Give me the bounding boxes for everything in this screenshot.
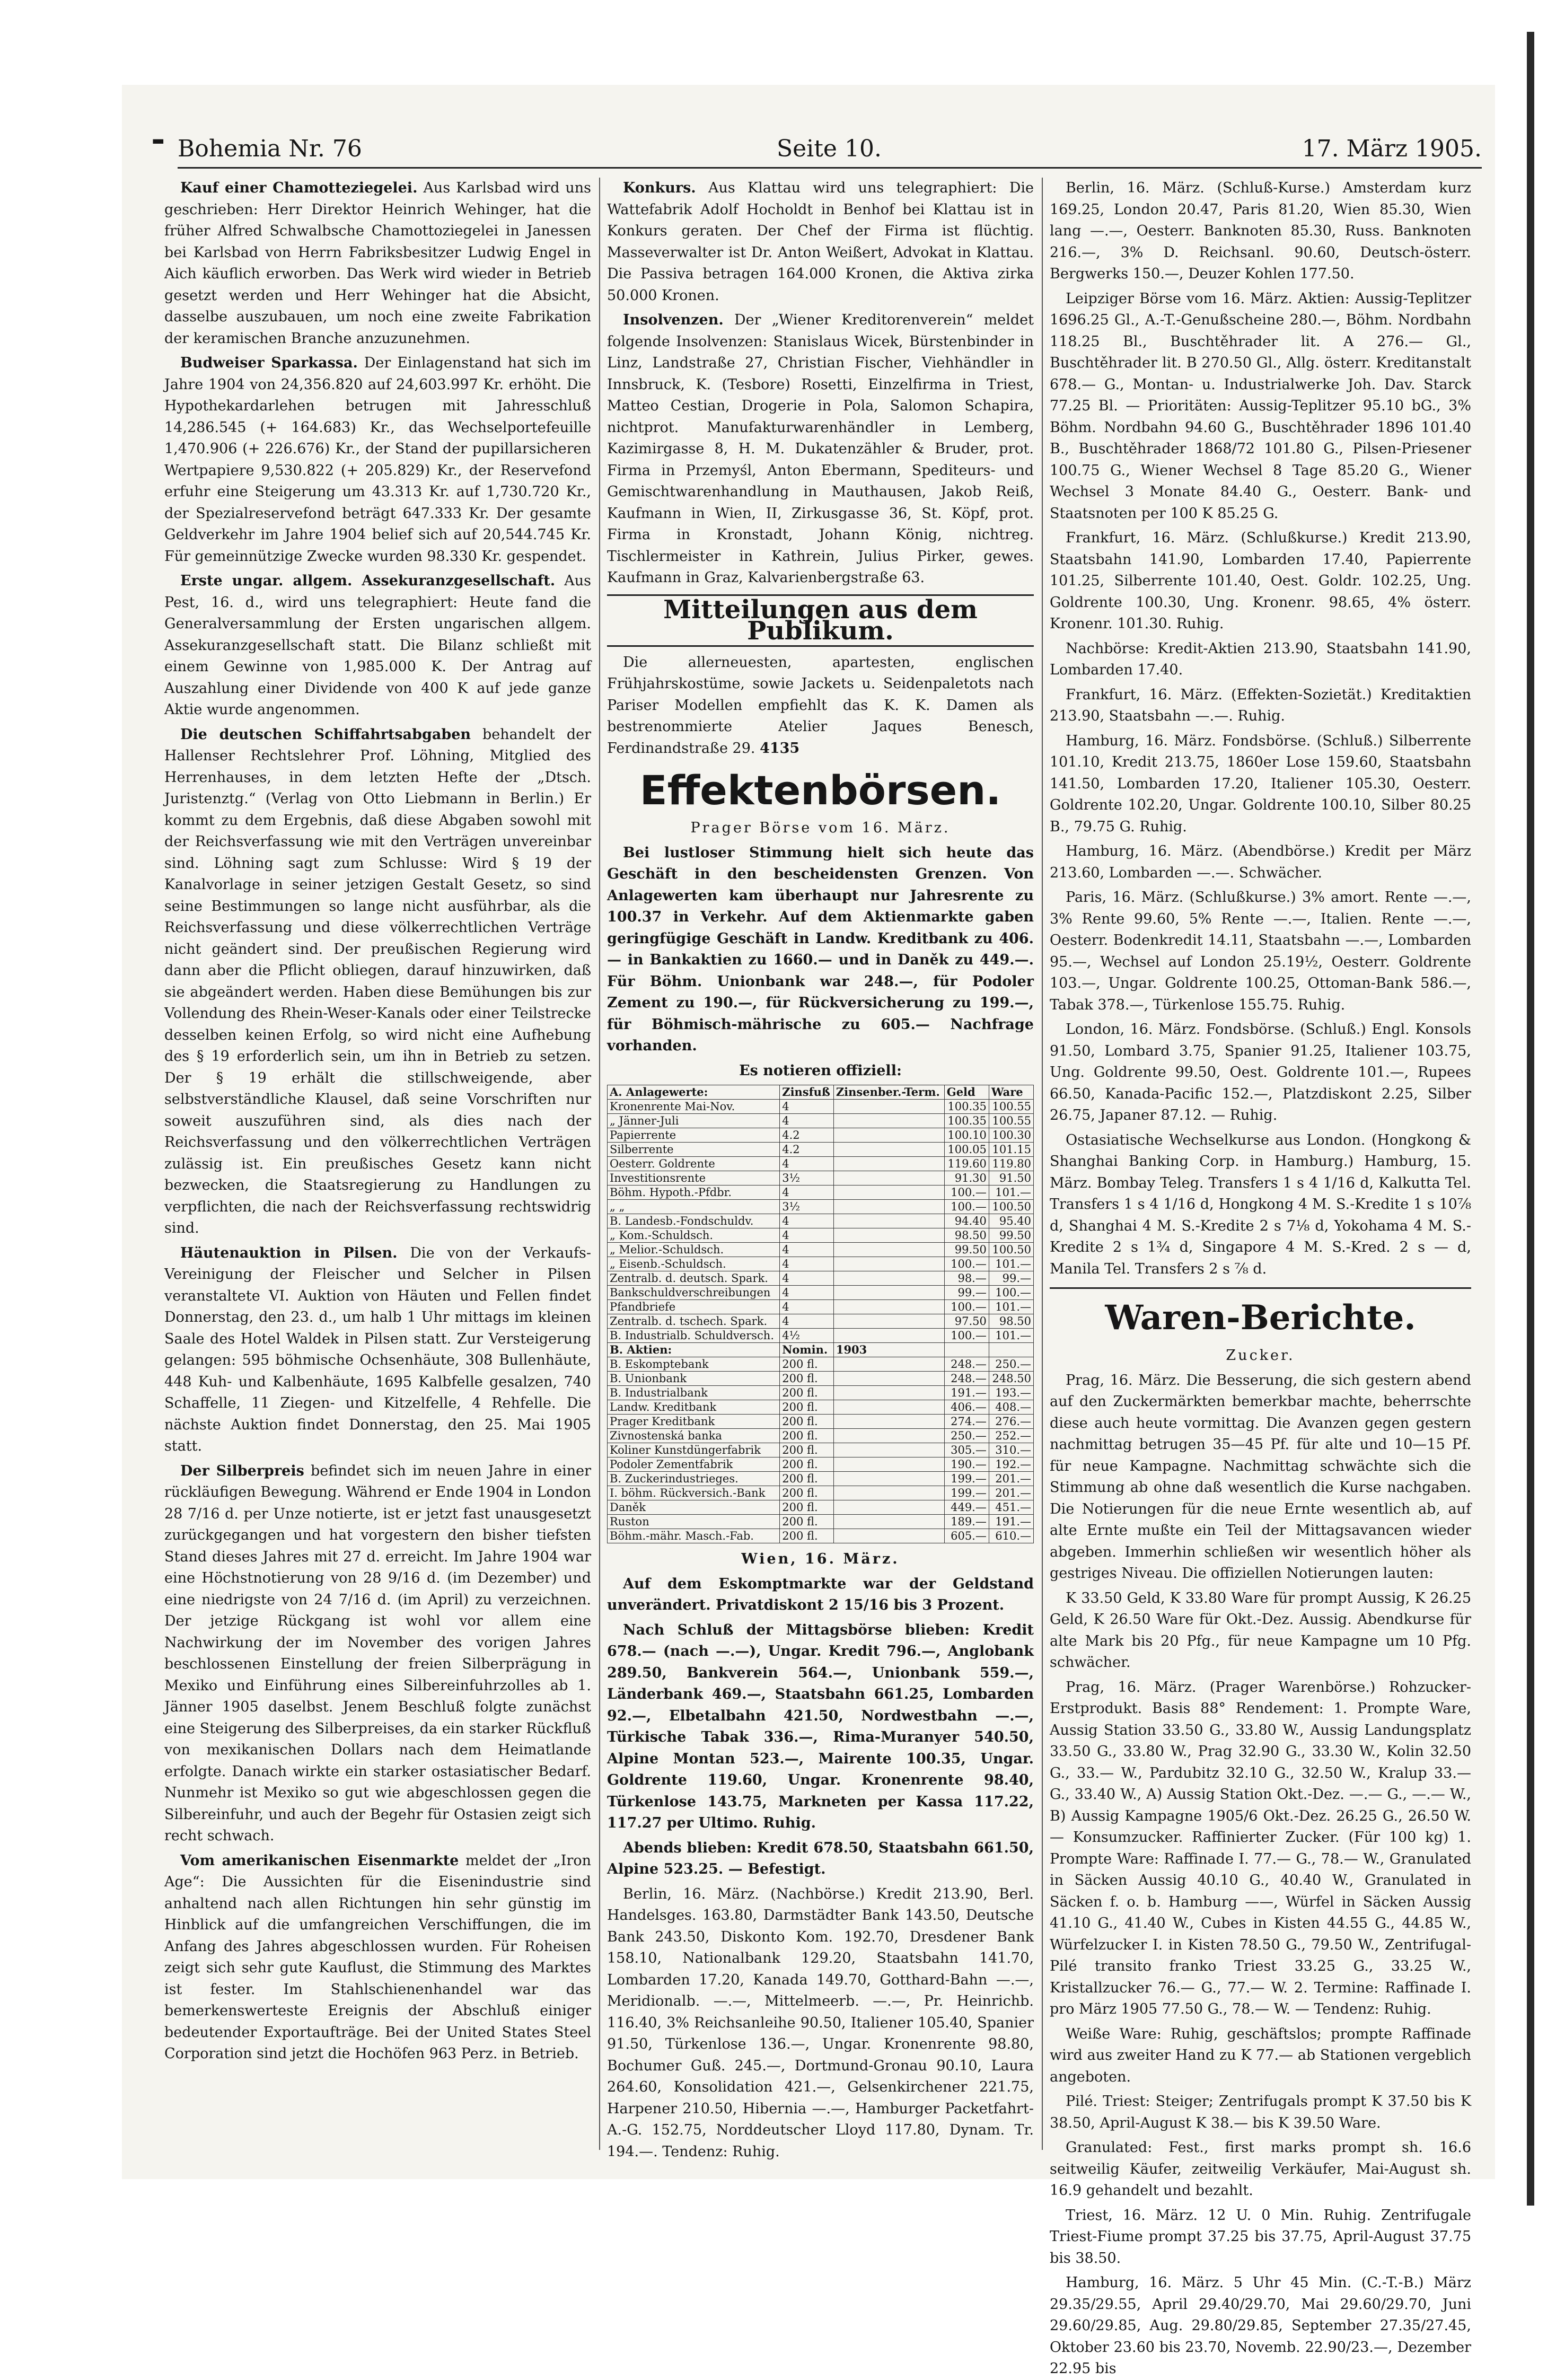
- table-cell: 100.50: [989, 1243, 1033, 1257]
- header-center: Seite 10.: [777, 135, 882, 162]
- header-left: Bohemia Nr. 76: [178, 135, 362, 162]
- table-cell: 119.80: [989, 1157, 1033, 1171]
- table-row: [608, 1314, 1034, 1329]
- table-cell: 98.—: [944, 1271, 989, 1286]
- table-cell: [833, 1429, 944, 1443]
- table-cell: 3½: [780, 1200, 834, 1214]
- table-cell: Böhm. Hypoth.-Pfdbr.: [608, 1185, 780, 1200]
- section-title: Waren-Berichte.: [1050, 1287, 1471, 1342]
- article: Erste ungar. allgem. Assekuranzgesellschaft. Aus Pest, 16. d., wird uns telegraphiert: Heute fand die Generalversammlung der Ersten ungarischen allgem. Assekuranzgesellschaft statt. Die Bilanz schließt mit einem Gewinne von 1,985.000 K. Der Antrag auf Auszahlung einer Dividende von 400 K auf jede ganze Aktie wurde angenommen.: [164, 573, 592, 718]
- table-cell: B. Industrialb. Schuldversch.: [608, 1329, 780, 1343]
- table-cell: [833, 1529, 944, 1543]
- article: Pilé. Triest: Steiger; Zentrifugals prompt K 37.50 bis K 38.50, April-August K 38.— bis K 39.50 Ware.: [1050, 2093, 1471, 2131]
- table-row: [608, 1386, 1034, 1400]
- table-cell: Podoler Zementfabrik: [608, 1457, 780, 1472]
- quote-table: [607, 1085, 1034, 1543]
- table-cell: 4½: [780, 1329, 834, 1343]
- table-cell: [833, 1243, 944, 1257]
- table-row: [608, 1128, 1034, 1143]
- subsection-title: Zucker.: [1226, 1347, 1295, 1364]
- table-cell: [833, 1300, 944, 1314]
- table-cell: Kronenrente Mai-Nov.: [608, 1100, 780, 1114]
- table-cell: 4: [780, 1185, 834, 1200]
- article: Ostasiatische Wechselkurse aus London. (Hongkong & Shanghai Banking Corp. in Hamburg.) Hamburg, 15. März. Bombay Teleg. Transfers 1 s 4 1/16 d, Kalkutta Tel. Transfers 1 s 4 1/16 d, Hongkong 4 M. S.-Kredite 1 s 10⅞ d, Shanghai 4 M. S.-Kredite 2 s 7⅛ d, Yokohama 4 M. S.-Kredite 2 s 1¾ d, Singapore 4 M. S.-Kred. 2 s — d, Manila Tel. Transfers 2 s ⅞ d.: [1050, 1131, 1471, 1277]
- table-row: [608, 1472, 1034, 1486]
- table-row: [608, 1171, 1034, 1185]
- table-cell: [833, 1400, 944, 1415]
- table-cell: [833, 1214, 944, 1228]
- table-cell: 100.55: [989, 1114, 1033, 1128]
- table-cell: B. Landesb.-Fondschuldv.: [608, 1214, 780, 1228]
- table-header: A. Anlagewerte: Zinsfuß Zinsenber.-Term. Geld Ware: [608, 1085, 1034, 1100]
- table-cell: 4: [780, 1157, 834, 1171]
- table-cell: Zivnostenská banka: [608, 1429, 780, 1443]
- table-row: [608, 1257, 1034, 1271]
- article: Hamburg, 16. März. (Abendbörse.) Kredit per März 213.60, Lombarden —.—. Schwächer.: [1050, 843, 1471, 881]
- table-cell: 4: [780, 1257, 834, 1271]
- table-cell: Zentralb. d. deutsch. Spark.: [608, 1271, 780, 1286]
- table-row: [608, 1286, 1034, 1300]
- table-cell: Zentralb. d. tschech. Spark.: [608, 1314, 780, 1329]
- table-cell: 101.—: [989, 1329, 1033, 1343]
- table-cell: 248.—: [944, 1372, 989, 1386]
- table-cell: B. Zuckerindustrieges.: [608, 1472, 780, 1486]
- table-cell: 4: [780, 1228, 834, 1243]
- table-cell: 100.30: [989, 1128, 1033, 1143]
- table-cell: 191.—: [944, 1386, 989, 1400]
- table-cell: [833, 1100, 944, 1114]
- table-cell: 250.—: [989, 1357, 1033, 1372]
- table-cell: „ Jänner-Juli: [608, 1114, 780, 1128]
- table-intro: Es notieren offiziell:: [739, 1062, 902, 1079]
- table-cell: 99.—: [989, 1271, 1033, 1286]
- table-cell: 406.—: [944, 1400, 989, 1415]
- table-row: [608, 1200, 1034, 1214]
- article: Der Silberpreis befindet sich im neuen Jahre in einer rückläufigen Bewegung. Während er Ende 1904 in London 28 7/16 d. per Unze notierte, ist er jetzt fast unausgesetzt zurückgegangen und hat vorgestern den bisher tiefsten Stand dieses Jahres mit 27 d. erreicht. Im Jahre 1904 war eine Höchstnotierung von 28 9/16 d. (im Dezember) und eine niedrigste von 24 7/16 d. (im April) zu verzeichnen. Der jetzige Rückgang ist wohl vor allem eine Nachwirkung der im November des vorigen Jahres beschlossenen Einstellung der freien Silberprägung in Mexiko und Einführung eines Silbereinfuhrzolles ab 1. Jänner 1905 daselbst. Jenem Beschluß folgte zunächst eine Steigerung des Silberpreises, da ein starker Rückfluß von mexikanischen Dollars nach dem Heimatlande erfolgte. Danach wirkte ein starker ostasiatischer Bedarf. Nunmehr ist Mexiko so gut wie abgeschlossen gegen die Silbereinfuhr, und auch der Begehr für Ostasien zeigt sich recht schwach.: [164, 1462, 591, 1844]
- article: Nach Schluß der Mittagsbörse blieben: Kredit 678.— (nach —.—), Ungar. Kredit 796.—, Anglobank 289.50, Bankverein 564.—, Unionbank 559.—, Länderbank 469.—, Staatsbahn 661.25, Lombarden 92.—, Elbetalbahn 421.50, Nordwestbahn —.—, Türkische Tabak 336.—, Rima-Muranyer 540.50, Alpine Montan 523.—, Mairente 100.35, Ungar. Goldrente 119.60, Ungar. Kronenrente 98.40, Türkenlose 143.75, Markneten per Kassa 117.22, 117.27 per Ultimo. Ruhig.: [607, 1621, 1034, 1831]
- table-cell: Prager Kreditbank: [608, 1415, 780, 1429]
- article: Hamburg, 16. März. 5 Uhr 45 Min. (C.-T.-B.) März 29.35/29.55, April 29.40/29.70, Mai 29.60/29.70, Juni 29.60/29.85, Aug. 29.80/29.85, September 27.35/27.45, Oktober 23.60 bis 23.70, Novemb. 22.90/23.—, Dezember 22.95 bis: [1050, 2274, 1471, 2377]
- table-cell: [833, 1286, 944, 1300]
- table-cell: 97.50: [944, 1314, 989, 1329]
- table-cell: 4.2: [780, 1143, 834, 1157]
- table-cell: 200 fl.: [780, 1386, 834, 1400]
- article: Vom amerikanischen Eisenmarkte meldet der „Iron Age“: Die Aussichten für die Eisenindustrie sind anhaltend nach allen Richtungen hin sehr günstig im Hinblick auf die umfangreichen Verschiffungen, die im Anfang des Jahres abgeschlossen wurden. Für Roheisen zeigt sich sehr gute Kauflust, die Stimmung des Marktes ist fester. Im Stahlschienenhandel war das bemerkenswerteste Ereignis der Abschluß einiger bedeutender Exportaufträge. Bei der United States Steel Corporation sind jetzt die Hochöfen 963 Perz. in Betrieb.: [164, 1852, 592, 2062]
- article: K 33.50 Geld, K 33.80 Ware für prompt Aussig, K 26.25 Geld, K 26.50 Ware für Okt.-Dez. Aussig. Abendkurse für alte Mark bis 20 Pfg., für neue Kampagne um 10 Pfg. schwächer.: [1050, 1589, 1471, 1671]
- table-cell: 100.—: [944, 1185, 989, 1200]
- table-cell: [833, 1200, 944, 1214]
- table-cell: 91.50: [989, 1171, 1033, 1185]
- table-cell: „ Kom.-Schuldsch.: [608, 1228, 780, 1243]
- subsection-title: Wien, 16. März.: [741, 1551, 900, 1567]
- table-cell: [833, 1515, 944, 1529]
- table-cell: 101.—: [989, 1185, 1033, 1200]
- table-cell: 252.—: [989, 1429, 1033, 1443]
- table-cell: 276.—: [989, 1415, 1033, 1429]
- table-cell: 99.50: [989, 1228, 1033, 1243]
- table-cell: 100.—: [944, 1329, 989, 1343]
- table-cell: 4.2: [780, 1128, 834, 1143]
- table-cell: 98.50: [989, 1314, 1033, 1329]
- table-row: [608, 1329, 1034, 1343]
- table-cell: 408.—: [989, 1400, 1033, 1415]
- margin-mark: -: [151, 119, 165, 159]
- table-cell: 99.50: [944, 1243, 989, 1257]
- table-cell: 100.—: [989, 1286, 1033, 1300]
- table-cell: 4: [780, 1243, 834, 1257]
- table-cell: 100.—: [944, 1257, 989, 1271]
- table-cell: [833, 1314, 944, 1329]
- table-cell: 100.35: [944, 1100, 989, 1114]
- table-cell: 100.35: [944, 1114, 989, 1128]
- table-cell: Bankschuldverschreibungen: [608, 1286, 780, 1300]
- table-cell: 4: [780, 1286, 834, 1300]
- table-cell: 199.—: [944, 1472, 989, 1486]
- table-cell: 193.—: [989, 1386, 1033, 1400]
- table-cell: Landw. Kreditbank: [608, 1400, 780, 1415]
- table-cell: B. Eskomptebank: [608, 1357, 780, 1372]
- table-cell: [833, 1271, 944, 1286]
- table-cell: Pfandbriefe: [608, 1300, 780, 1314]
- table-cell: 310.—: [989, 1443, 1033, 1457]
- article: Nachbörse: Kredit-Aktien 213.90, Staatsbahn 141.90, Lombarden 17.40.: [1050, 640, 1471, 678]
- table-cell: 199.—: [944, 1486, 989, 1500]
- table-cell: Daněk: [608, 1500, 780, 1515]
- table-cell: I. böhm. Rückversich.-Bank: [608, 1486, 780, 1500]
- table-cell: 119.60: [944, 1157, 989, 1171]
- table-cell: [833, 1157, 944, 1171]
- article: Budweiser Sparkassa. Der Einlagenstand hat sich im Jahre 1904 von 24,356.820 auf 24,603.997 Kr. erhöht. Die Hypothekardarlehen betrugen mit Jahresschluß 14,286.545 (+ 164.683) Kr., das Wechselportefeuille 1,470.906 (+ 226.676) Kr., der Stand der pupillarsicheren Wertpapiere 9,530.822 (+ 205.829) Kr., der Reservefond erfuhr eine Steigerung um 43.313 Kr. auf 1,730.720 Kr., der Spezialreservefond beträgt 647.333 Kr. Der gesamte Geldverkehr im Jahre 1904 belief sich auf 20,544.745 Kr. Für gemeinnützige Zwecke wurden 98.330 Kr. gespendet.: [164, 355, 591, 565]
- article: Kauf einer Chamotteziegelei. Aus Karlsbad wird uns geschrieben: Herr Direktor Heinrich Wehinger, hat die früher Alfred Schwalbsche Chamottoziegelei in Janessen bei Karlsbad von Herrn Fabriksbesitzer Ludwig Engel in Aich käuflich erworben. Das Werk wird wieder in Betrieb gesetzt werden und Herr Wehinger hat die Absicht, dasselbe auszubauen, um noch eine zweite Fabrikation der keramischen Branche anzuzunehmen.: [164, 180, 591, 347]
- table-cell: [833, 1171, 944, 1185]
- table-cell: [833, 1185, 944, 1200]
- table-row: [608, 1143, 1034, 1157]
- column-rule: [599, 178, 600, 2150]
- column-left: [164, 178, 591, 2150]
- table-row: [608, 1500, 1034, 1515]
- article: Prag, 16. März. Die Besserung, die sich gestern abend auf den Zuckermärkten bemerkbar machte, beherrschte diese auch heute vormittag. Die Avanzen gegen gestern nachmittag betrugen 35—45 Pf. für alte und 10—15 Pf. für neue Kampagne. Nachmittag schwächte sich die Stimmung ab ohne daß wesentlich die Kurse nachgaben. Die Notierungen für die neue Ernte wesentlich ab, auf alte Ernte mußte ein Teil der Mittagsavancen wieder abgeben. Immerhin schließen wir wesentlich höher als gestriges Niveau. Die offiziellen Notierungen lauten:: [1050, 1372, 1471, 1582]
- article: Frankfurt, 16. März. (Effekten-Sozietät.) Kreditaktien 213.90, Staatsbahn —.—. Ruhig.: [1050, 686, 1471, 724]
- table-cell: 4: [780, 1114, 834, 1128]
- table-cell: 200 fl.: [780, 1357, 834, 1372]
- header-right: 17. März 1905.: [1302, 135, 1482, 162]
- section-title: Effektenbörsen.: [639, 767, 1001, 814]
- table-cell: 4: [780, 1300, 834, 1314]
- table-cell: 191.—: [989, 1515, 1033, 1529]
- advertisement: Die allerneuesten, apartesten, englischen Frühjahrskostüme, sowie Jackets u. Seidenpaletots nach Pariser Modellen empfiehlt das K. K. Damen als bestrenommierte Atelier Jaques Benesch, Ferdinandstraße 29. 4135: [607, 654, 1034, 757]
- column-right: [1050, 178, 1471, 2377]
- table-row: [608, 1228, 1034, 1243]
- table-cell: [833, 1500, 944, 1515]
- table-cell: 4: [780, 1214, 834, 1228]
- article: Granulated: Fest., first marks prompt sh. 16.6 seitweilig Käufer, zeitweilig Verkäufer, Mai-August sh. 16.9 gehandelt und bezahlt.: [1050, 2139, 1471, 2199]
- table-row: [608, 1415, 1034, 1429]
- table-cell: 99.—: [944, 1286, 989, 1300]
- table-row: [608, 1443, 1034, 1457]
- table-cell: [833, 1486, 944, 1500]
- table-cell: 4: [780, 1100, 834, 1114]
- article: Häutenauktion in Pilsen. Die von der Verkaufs-Vereinigung der Fleischer und Selcher in Pilsen veranstaltete VI. Auktion von Häuten und Fellen findet Donnerstag, den 23. d., um halb 1 Uhr mittags im kleinen Saale des Hotel Waldek in Pilsen statt. Zur Versteigerung gelangen: 595 böhmische Ochsenhäute, 308 Bullenhäute, 448 Kuh- und Kalbenhäute, 1695 Kalbfelle gesalzen, 740 Schaffelle, 11 Ziegen- und Kitzelfelle, 4 Rehfelle. Die nächste Auktion findet Donnerstag, den 25. Mai 1905 statt.: [164, 1244, 591, 1454]
- table-cell: [833, 1143, 944, 1157]
- table-cell: 248.50: [989, 1372, 1033, 1386]
- table-row: [608, 1243, 1034, 1257]
- table-row: [608, 1372, 1034, 1386]
- table-cell: [833, 1472, 944, 1486]
- table-cell: 200 fl.: [780, 1415, 834, 1429]
- table-cell: Koliner Kunstdüngerfabrik: [608, 1443, 780, 1457]
- table-row: [608, 1100, 1034, 1114]
- table-row: [608, 1429, 1034, 1443]
- table-cell: 200 fl.: [780, 1429, 834, 1443]
- table-cell: 4: [780, 1271, 834, 1286]
- article: Leipziger Börse vom 16. März. Aktien: Aussig-Teplitzer 1696.25 Gl., A.-T.-Genußscheine 280.—, Böhm. Nordbahn 118.25 Bl., Buschtěhrader lit. A 276.— Gl., Buschtěhrader lit. B 270.50 Gl., Allg. österr. Kreditanstalt 678.— G., Montan- u. Industrialwerke Joh. Dav. Starck 77.25 Bl. — Prioritäten: Aussig-Teplitzer 95.10 bG., 3% Böhm. Nordbahn 94.60 G., Buschtěhrader 1896 101.40 B., Buschtěhrader 1868/72 101.80 G., Pilsen-Priesener 100.75 G., Wiener Wechsel 8 Tage 85.20 G., Wiener Wechsel 3 Monate 84.40 G., Oesterr. Bank- und Staatsnoten per 100 K 85.25 G.: [1050, 290, 1471, 522]
- table-cell: 274.—: [944, 1415, 989, 1429]
- table-cell: 200 fl.: [780, 1400, 834, 1415]
- table-row: [608, 1457, 1034, 1472]
- table-cell: 449.—: [944, 1500, 989, 1515]
- article: Insolvenzen. Der „Wiener Kreditorenverein“ meldet folgende Insolvenzen: Stanislaus Wicek, Bürstenbinder in Linz, Landstraße 27, Christian Fischer, Viehhändler in Innsbruck, K. (Tesbore) Rosetti, Einzelfirma in Triest, Matteo Cestian, Drogerie in Pola, Salomon Schapira, nichtprot. Manufakturwarenhändler in Lemberg, Kazimirgasse 8, H. M. Dukatenzähler & Bruder, prot. Firma in Przemyśl, Anton Ebermann, Spediteurs- und Gemischtwarenhandlung in Mauthausen, Jakob Reiß, Kaufmann in Wien, II, Zirkusgasse 36, St. Köpf, prot. Firma in Kronstadt, Johann König, nichtreg. Tischlermeister in Kathrein, Julius Pirker, gewes. Kaufmann in Graz, Kalvarienbergstraße 63.: [607, 312, 1034, 586]
- subsection-title: Prager Börse vom 16. März.: [690, 820, 951, 836]
- article: Triest, 16. März. 12 U. 0 Min. Ruhig. Zentrifugale Triest-Fiume prompt 37.25 bis 37.75, April-August 37.75 bis 38.50.: [1050, 2207, 1471, 2267]
- table-body-b: [608, 1357, 1034, 1543]
- article: Abends blieben: Kredit 678.50, Staatsbahn 661.50, Alpine 523.25. — Befestigt.: [607, 1839, 1034, 1877]
- table-cell: 98.50: [944, 1228, 989, 1243]
- article: Die deutschen Schiffahrtsabgaben behandelt der Hallenser Rechtslehrer Prof. Löhning, Mitglied des Herrenhauses, in dem letzten Hefte der „Dtsch. Juristenztg.“ (Verlag von Otto Liebmann in Berlin.) Er kommt zu dem Ergebnis, daß diese Abgaben sowohl mit der Reichsverfassung wie mit den Verträgen unvereinbar sind. Löhning sagt zum Schlusse: Wird § 19 der Kanalvorlage in seiner jetzigen Gestalt Gesetz, so sind seine Bestimmungen so lange nicht ausführbar, als die Reichsverfassung und diese völkerrechtlichen Verträge nicht geändert sind. Der preußischen Regierung wird dann aber die Pflicht obliegen, darauf hinzuwirken, daß sie abgeändert werden. Haben diese Bemühungen bis zur Vollendung des Rhein-Weser-Kanals oder einer Teilstrecke desselben keinen Erfolg, so wird nicht eine Aufhebung des § 19 erforderlich sein, um ihn in Betrieb zu setzen. Der § 19 erhält die stillschweigende, aber selbstverständliche Klausel, daß seine Vorschriften nur soweit auszuführen sind, als dies nach der Reichsverfassung und den völkerrechtlichen Verträgen zulässig ist. Ein preußisches Gesetz kann nicht bezwecken, die Staatsregierung zu Handlungen zu verpflichten, die nach der Reichsverfassung rechtswidrig sind.: [164, 726, 591, 1236]
- table-cell: [833, 1386, 944, 1400]
- table-cell: Investitionsrente: [608, 1171, 780, 1185]
- table-cell: 250.—: [944, 1429, 989, 1443]
- table-cell: Silberrente: [608, 1143, 780, 1157]
- table-cell: 200 fl.: [780, 1472, 834, 1486]
- table-row: [608, 1271, 1034, 1286]
- table-row: [608, 1185, 1034, 1200]
- table-cell: 200 fl.: [780, 1529, 834, 1543]
- article: Berlin, 16. März. (Nachbörse.) Kredit 213.90, Berl. Handelsges. 163.80, Darmstädter Bank 143.50, Deutsche Bank 243.50, Diskonto Kom. 192.70, Dresdener Bank 158.10, Nationalbank 129.20, Staatsbahn 141.70, Lombarden 17.20, Kanada 149.70, Gotthard-Bahn —.—, Meridionalb. —.—, Mittelmeerb. —.—, Pr. Heinrichb. 116.40, 3% Reichsanleihe 90.50, Italiener 105.40, Spanier 91.50, Türkenlose 136.—, Ungar. Kronenrente 98.80, Bochumer Guß. 245.—, Dortmund-Gronau 90.10, Laura 264.60, Konsolidation 421.—, Gelsenkirchener 221.75, Harpener 210.50, Hibernia —.—, Hamburger Packetfahrt-A.-G. 152.75, Norddeutscher Lloyd 117.80, Dynam. Tr. 194.—. Tendenz: Ruhig.: [607, 1885, 1034, 2160]
- table-cell: 605.—: [944, 1529, 989, 1543]
- column-middle: [607, 178, 1034, 2160]
- article: Prag, 16. März. (Prager Warenbörse.) Rohzucker-Erstprodukt. Basis 88° Rendement: 1. Prompte Ware, Aussig Station 33.50 G., 33.80 W., Aussig Landungsplatz 33.50 G., 33.80 W., Prag 32.90 G., 33.30 W., Kolin 32.50 G., 33.— W., Pardubitz 32.10 G., 32.50 W., Kralup 33.— G., 33.40 W., A) Aussig Station Okt.-Dez. —.— G., —.— W., B) Aussig Kampagne 1905/6 Okt.-Dez. 26.25 G., 26.50 W. — Konsumzucker. Raffinierter Zucker. (Für 100 kg) 1. Prompte Ware: Raffinade I. 77.— G., 78.— W., Granulated in Säcken Aussig 40.10 G., 40.40 W., Granulated in Säcken f. o. b. Hamburg ——, Würfel in Säcken Aussig 41.10 G., 41.40 W., Cubes in Kisten 44.55 G., 44.85 W., Würfelzucker I. in Kisten 78.50 G., 79.50 W., Zentrifugal-Pilé transito franko Triest 33.25 G., 33.25 W., Kristallzucker 76.— G., 77.— W. 2. Termine: Raffinade I. pro März 1905 77.50 G., 78.— W. — Tendenz: Ruhig.: [1050, 1679, 1471, 2017]
- table-row: [608, 1214, 1034, 1228]
- table-cell: 200 fl.: [780, 1500, 834, 1515]
- table-cell: [833, 1443, 944, 1457]
- article: Paris, 16. März. (Schlußkurse.) 3% amort. Rente —.—, 3% Rente 99.60, 5% Rente —.—, Italien. Rente —.—, Oesterr. Bodenkredit 14.11, Staatsbahn —.—, Lombarden 95.—, Wechsel auf London 25.19½, Oesterr. Goldrente 103.—, Ungar. Goldrente 100.25, Ottoman-Bank 586.—, Tabak 378.—, Türkenlose 155.75. Ruhig.: [1050, 889, 1471, 1013]
- table-row: [608, 1357, 1034, 1372]
- table-cell: [833, 1128, 944, 1143]
- table-cell: 94.40: [944, 1214, 989, 1228]
- table-cell: „ Melior.-Schuldsch.: [608, 1243, 780, 1257]
- table-row: [608, 1486, 1034, 1500]
- table-cell: 101.15: [989, 1143, 1033, 1157]
- table-cell: „ „: [608, 1200, 780, 1214]
- table-cell: 192.—: [989, 1457, 1033, 1472]
- column-rule: [1042, 178, 1043, 2150]
- table-cell: 200 fl.: [780, 1457, 834, 1472]
- table-cell: 190.—: [944, 1457, 989, 1472]
- page-header: [178, 135, 1482, 169]
- table-cell: [833, 1457, 944, 1472]
- table-cell: 201.—: [989, 1472, 1033, 1486]
- table-cell: 451.—: [989, 1500, 1033, 1515]
- article: Hamburg, 16. März. Fondsbörse. (Schluß.) Silberrente 101.10, Kredit 213.75, 1860er Lose 159.60, Staatsbahn 141.50, Lombarden 17.20, Italiener 105.30, Oesterr. Goldrente 102.20, Ungar. Goldrente 100.10, Silber 80.25 B., 79.75 G. Ruhig.: [1050, 732, 1471, 835]
- table-cell: 91.30: [944, 1171, 989, 1185]
- table-cell: [833, 1257, 944, 1271]
- table-cell: 200 fl.: [780, 1372, 834, 1386]
- article: Auf dem Eskomptmarkte war der Geldstand unverändert. Privatdiskont 2 15/16 bis 3 Prozent.: [607, 1575, 1034, 1613]
- table-cell: 3½: [780, 1171, 834, 1185]
- table-cell: 610.—: [989, 1529, 1033, 1543]
- table-body-a: [608, 1100, 1034, 1343]
- table-cell: 100.—: [944, 1200, 989, 1214]
- table-cell: Papierrente: [608, 1128, 780, 1143]
- table-cell: 200 fl.: [780, 1515, 834, 1529]
- section-title: Mitteilungen aus dem Publikum.: [607, 594, 1034, 647]
- table-cell: Böhm.-mähr. Masch.-Fab.: [608, 1529, 780, 1543]
- table-cell: 100.10: [944, 1128, 989, 1143]
- table-cell: 95.40: [989, 1214, 1033, 1228]
- table-cell: 248.—: [944, 1357, 989, 1372]
- table-cell: 201.—: [989, 1486, 1033, 1500]
- table-cell: [833, 1329, 944, 1343]
- table-cell: 100.50: [989, 1200, 1033, 1214]
- table-row: [608, 1300, 1034, 1314]
- article: Berlin, 16. März. (Schluß-Kurse.) Amsterdam kurz 169.25, London 20.47, Paris 81.20, Wien 85.30, Wien lang —.—, Oesterr. Banknoten 85.30, Russ. Banknoten 216.—, 3% D. Reichsanl. 90.60, Deutsch-österr. Bergwerks 150.—, Deuzer Kohlen 177.50.: [1050, 180, 1471, 282]
- table-row: [608, 1529, 1034, 1543]
- table-cell: 100.55: [989, 1100, 1033, 1114]
- table-cell: Ruston: [608, 1515, 780, 1529]
- table-cell: [833, 1415, 944, 1429]
- table-cell: Oesterr. Goldrente: [608, 1157, 780, 1171]
- table-cell: [833, 1228, 944, 1243]
- article: Bei lustloser Stimmung hielt sich heute das Geschäft in den bescheidensten Grenzen. Von Anlagewerten kam überhaupt nur Jahresrente zu 100.37 in Verkehr. Auf dem Aktienmarkte gaben geringfügige Geschäft in Landw. Kreditbank zu 406.— in Bankaktien zu 1660.— und in Daněk zu 449.—. Für Böhm. Unionbank war 248.—, für Podoler Zement zu 190.—, für Rückversicherung zu 199.—, für Böhmisch-mährische zu 605.— Nachfrage vorhanden.: [607, 844, 1034, 1054]
- table-cell: 4: [780, 1314, 834, 1329]
- table-row: [608, 1157, 1034, 1171]
- table-cell: 100.05: [944, 1143, 989, 1157]
- table-cell: 200 fl.: [780, 1443, 834, 1457]
- article: Konkurs. Aus Klattau wird uns telegraphiert: Die Wattefabrik Adolf Hocholdt in Benhof bei Klattau ist in Konkurs geraten. Der Chef der Firma ist flüchtig. Masseverwalter ist Dr. Anton Weißert, Advokat in Klattau. Die Passiva betragen 164.000 Kronen, die Aktiva zirka 50.000 Kronen.: [607, 180, 1034, 304]
- table-cell: 101.—: [989, 1300, 1033, 1314]
- table-cell: „ Eisenb.-Schuldsch.: [608, 1257, 780, 1271]
- table-cell: 305.—: [944, 1443, 989, 1457]
- table-cell: [833, 1114, 944, 1128]
- table-cell: 100.—: [944, 1300, 989, 1314]
- page-edge: [1527, 32, 1534, 2206]
- table-cell: 101.—: [989, 1257, 1033, 1271]
- article: Weiße Ware: Ruhig, geschäftslos; prompte Raffinade wird aus zweiter Hand zu K 77.— ab Stationen vergeblich angeboten.: [1050, 2025, 1471, 2085]
- table-cell: B. Industrialbank: [608, 1386, 780, 1400]
- table-cell: 189.—: [944, 1515, 989, 1529]
- table-cell: [833, 1372, 944, 1386]
- table-row: [608, 1515, 1034, 1529]
- table-cell: B. Unionbank: [608, 1372, 780, 1386]
- table-cell: [833, 1357, 944, 1372]
- table-header: B. Aktien: Nomin. 1903: [608, 1343, 1034, 1357]
- table-cell: 200 fl.: [780, 1486, 834, 1500]
- table-row: [608, 1114, 1034, 1128]
- article: Frankfurt, 16. März. (Schlußkurse.) Kredit 213.90, Staatsbahn 141.90, Lombarden 17.40, Papierrente 101.25, Silberrente 101.40, Oest. Goldr. 102.25, Ung. Goldrente 100.30, Ung. Kronenr. 98.65, 4% österr. Kronenr. 101.30. Ruhig.: [1050, 530, 1471, 632]
- article: London, 16. März. Fondsbörse. (Schluß.) Engl. Konsols 91.50, Lombard 3.75, Spanier 91.25, Italiener 103.75, Ung. Goldrente 99.50, Oest. Goldrente 101.—, Rupees 66.50, Kanada-Pacific 152.—, Platzdiskont 2.25, Silber 26.75, Japaner 87.12. — Ruhig.: [1050, 1021, 1471, 1123]
- table-row: [608, 1400, 1034, 1415]
